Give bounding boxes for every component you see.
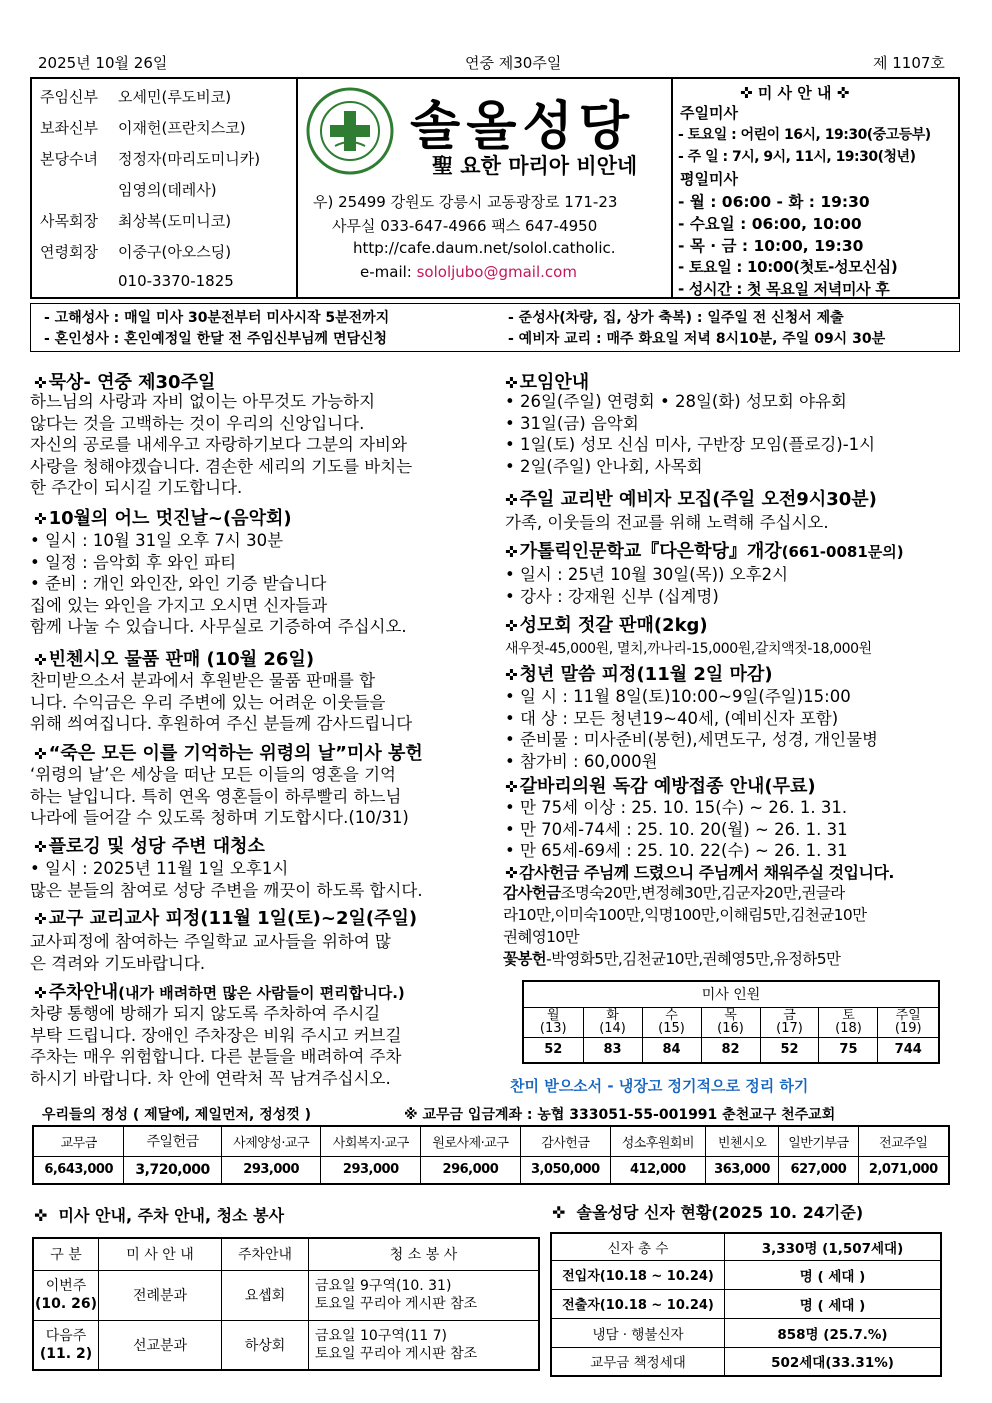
offering-table bbox=[32, 1125, 950, 1185]
clover-bullet-icon: ✜ bbox=[505, 491, 518, 509]
members-title: ✜ 솔올성당 신자 현황(2025 10. 24기준) bbox=[552, 1203, 864, 1222]
mass-info-title: ✜ 미 사 안 내 ✜ bbox=[740, 84, 850, 102]
table-row: 6,643,000 3,720,000 293,000 293,000 296,000 3,050,000 412,000 363,000 627,000 2,071,000 bbox=[33, 1156, 949, 1184]
clover-bullet-icon: ✜ bbox=[34, 1206, 48, 1225]
parish-email-line: e-mail: sololjubo@gmail.com bbox=[360, 263, 577, 281]
parish-address: 우) 25499 강원도 강릉시 교동광장로 171-23 bbox=[313, 193, 618, 211]
section-body: 하느님의 사랑과 자비 없이는 아무것도 가능하지 않다는 것을 고백하는 것이 우리의 신앙입니다. 자신의 공로를 내세우고 자랑하기보다 그분의 자비와 사랑을 청해야겠습니다. 겸손한 세리의 기도를 바치는 한 주간이 되시길 기도합니다. bbox=[30, 392, 413, 497]
weekday-mass-label: 평일미사 bbox=[680, 170, 738, 188]
members-table bbox=[550, 1232, 942, 1377]
section-body: • 일시 : 10월 31일 오후 7시 30분 • 일정 : 음악회 후 와인 파티 • 준비 : 개인 와인잔, 와인 기증 받습니다 집에 있는 와인을 가지고 오시면 신자들과 함께 나눌 수 있습니다. 사무실로 기증하여 주십시오. bbox=[30, 531, 407, 636]
clover-bullet-icon: ✜ bbox=[505, 666, 518, 684]
staff-row: 사목회장 최상복(도미니코) bbox=[40, 212, 232, 230]
staff-row: 연령회장 이중구(아오스딩) bbox=[40, 243, 232, 261]
clover-bullet-icon: ✜ bbox=[552, 1203, 566, 1222]
table-row: 교무금 책정세대 502세대(33.31%) bbox=[551, 1347, 941, 1376]
table-row: 냉담 · 행불신자 858명 (25.7.%) bbox=[551, 1318, 941, 1347]
section-heading: ✜ 플로깅 및 성당 주변 대청소 bbox=[34, 836, 265, 857]
section-body: ‘위령의 날’은 세상을 떠난 모든 이들의 영혼을 기억 하는 날입니다. 특히 연옥 영혼들이 하루빨리 하느님 나라에 들어갈 수 있도록 청하며 기도합시다.(10/31) bbox=[30, 765, 409, 827]
section-body: 교사피정에 참여하는 주일학교 교사들을 위하여 많 은 격려와 기도바랍니다. bbox=[30, 932, 391, 973]
saturday-mass: - 토요일 : 어린이 16시, 19:30(중고등부) bbox=[678, 127, 931, 143]
weekday-mass-line: - 목 · 금 : 10:00, 19:30 bbox=[678, 237, 864, 255]
divider bbox=[296, 78, 298, 298]
staff-row: 본당수녀 정정자(마리도미니카) bbox=[40, 150, 261, 168]
offering-account: ※ 교무금 입금계좌 : 농협 333051-55-001991 춘천교구 천주교회 bbox=[404, 1107, 836, 1123]
table-row: 교무금 주일헌금 사제양성·교구 사회복지·교구 원로사제·교구 감사헌금 성소후원회비 빈첸시오 일반기부금 전교주일 bbox=[33, 1126, 949, 1156]
notice-marriage: - 혼인성사 : 혼인예정일 한달 전 주임신부님께 면담신청 bbox=[44, 331, 388, 347]
email-link[interactable]: sololjubo@gmail.com bbox=[416, 263, 577, 281]
weekday-mass-line: - 수요일 : 06:00, 10:00 bbox=[678, 215, 862, 233]
section-heading: ✜ 가톨릭인문학교『다은학당』개강(661-0081문의) bbox=[505, 541, 904, 562]
clover-bullet-icon: ✜ bbox=[740, 84, 753, 102]
clover-bullet-icon: ✜ bbox=[34, 910, 47, 928]
table-row: 구 분 미 사 안 내 주차안내 청 소 봉 사 bbox=[33, 1238, 539, 1270]
section-heading: ✜ 주일 교리반 예비자 모집(주일 오전9시30분) bbox=[505, 489, 877, 510]
section-body: • 만 75세 이상 : 25. 10. 15(수) ~ 26. 1. 31. • 만 70세-74세 : 25. 10. 20(월) ~ 26. 1. 31 • 만 65세-69세 : 25. 10. 22(수) ~ 26. 1. 31 bbox=[505, 798, 848, 860]
section-body: • 일 시 : 11월 8일(토)10:00~9일(주일)15:00 • 대 상 : 모든 청년19~40세, (예비신자 포함) • 준비물 : 미사준비(봉헌),세면도구, 성경, 개인물병 • 참가비 : 60,000원 bbox=[505, 687, 878, 771]
section-heading: ✜ 갈바리의원 독감 예방접종 안내(무료) bbox=[505, 776, 816, 797]
attendance-title: 미사 인원 bbox=[523, 981, 939, 1007]
section-body: 새우젓-45,000원, 멸치,까나리-15,000원,갈치액젓-18,000원 bbox=[505, 641, 872, 657]
section-body: • 26일(주일) 연령회 • 28일(화) 성모회 야유회 • 31일(금) 음악회 • 1일(토) 성모 신심 미사, 구반장 모임(플로깅)-1시 • 2일(주일) 안나회, 사목회 bbox=[505, 392, 876, 476]
clover-bullet-icon: ✜ bbox=[34, 510, 47, 528]
clover-bullet-icon: ✜ bbox=[505, 864, 518, 882]
clover-bullet-icon: ✜ bbox=[836, 84, 850, 102]
section-heading: ✜ 성모회 젓갈 판매(2kg) bbox=[505, 615, 708, 636]
section-heading: ✜ 주차안내(내가 배려하면 많은 사람들이 편리합니다.) bbox=[34, 982, 405, 1003]
attendance-table bbox=[522, 980, 940, 1064]
issue-number: 제 1107호 bbox=[873, 54, 945, 72]
thanks-offering-list: 감사헌금조명숙20만,변정혜30만,김군자20만,권글라 라10만,이미숙100만,익명100만,이해림5만,김천균10만 권혜영10만 꽃봉헌-박영화5만,김천균10만,권혜영5만,유정하5만 bbox=[503, 884, 867, 968]
section-heading: ✜ 빈첸시오 물품 판매 (10월 26일) bbox=[34, 649, 315, 670]
parish-phone: 사무실 033-647-4966 팩스 647-4950 bbox=[332, 217, 598, 235]
section-heading: ✜ 모임안내 bbox=[505, 372, 590, 393]
notice-catechism: - 예비자 교리 : 매주 화요일 저녁 8시10분, 주일 09시 30분 bbox=[508, 331, 886, 347]
staff-row: 보좌신부 이재헌(프란치스코) bbox=[40, 119, 246, 137]
table-row: 전출자(10.18 ~ 10.24) 명 ( 세대 ) bbox=[551, 1289, 941, 1318]
section-heading: ✜ 교구 교리교사 피정(11월 1일(토)~2일(주일) bbox=[34, 908, 418, 929]
staff-row: 주임신부 오세민(루도비코) bbox=[40, 88, 232, 106]
clover-bullet-icon: ✜ bbox=[34, 984, 47, 1002]
offering-title: 우리들의 정성 ( 제달에, 제일먼저, 정성껏 ) bbox=[42, 1107, 312, 1123]
liturgical-week: 연중 제30주일 bbox=[465, 54, 562, 72]
bulletin-date: 2025년 10월 26일 bbox=[38, 54, 168, 72]
table-row: 월 (13) 화 (14) 수 (15) 목 (16) 금 (17) 토 (18) 주일 (19) bbox=[523, 1007, 939, 1037]
section-heading: ✜ “죽은 모든 이를 기억하는 위령의 날”미사 봉헌 bbox=[34, 743, 423, 764]
table-row: 다음주 (11. 2) 선교분과 하상회 금요일 10구역(11 7) 토요일 꾸리아 게시판 참조 bbox=[33, 1320, 539, 1370]
chanmi-note: 찬미 받으소서 - 냉장고 정기적으로 정리 하기 bbox=[510, 1077, 809, 1095]
parish-logo-icon bbox=[305, 86, 395, 176]
weekday-mass-line: - 토요일 : 10:00(첫토-성모신심) bbox=[678, 258, 898, 276]
clover-bullet-icon: ✜ bbox=[505, 374, 518, 392]
section-body: 찬미받으소서 분과에서 후원받은 물품 판매를 합 니다. 수익금은 우리 주변에 있는 어려운 이웃들을 위해 씌여집니다. 후원하여 주신 분들께 감사드립니다 bbox=[30, 671, 413, 733]
clover-bullet-icon: ✜ bbox=[34, 374, 47, 392]
weekday-mass-line: - 월 : 06:00 - 화 : 19:30 bbox=[678, 193, 870, 211]
sunday-mass: - 주 일 : 7시, 9시, 11시, 19:30(청년) bbox=[678, 149, 916, 165]
clover-bullet-icon: ✜ bbox=[505, 617, 518, 635]
service-title: ✜ 미사 안내, 주차 안내, 청소 봉사 bbox=[34, 1206, 285, 1225]
clover-bullet-icon: ✜ bbox=[34, 651, 47, 669]
section-heading: ✜ 청년 말씀 피정(11월 2일 마감) bbox=[505, 664, 773, 685]
section-body: 차량 통행에 방해가 되지 않도록 주차하여 주시길 부탁 드립니다. 장애인 주차장은 비워 주시고 커브길 주차는 매우 위험합니다. 다른 분들을 배려하여 주차 하시기 바랍니다. 차 안에 연락처 꼭 남겨주십시오. bbox=[30, 1004, 402, 1088]
table-row: 52 83 84 82 52 75 744 bbox=[523, 1037, 939, 1063]
clover-bullet-icon: ✜ bbox=[34, 745, 47, 763]
section-body: 가족, 이웃들의 전교를 위해 노력해 주십시오. bbox=[505, 513, 829, 532]
parish-name: 솔올성당 bbox=[410, 97, 635, 157]
section-body: • 일시 : 25년 10월 30일(목)) 오후2시 • 강사 : 강재원 신부 (십계명) bbox=[505, 565, 789, 606]
parish-website[interactable]: http://cafe.daum.net/solol.catholic. bbox=[353, 239, 616, 257]
clover-bullet-icon: ✜ bbox=[505, 543, 518, 561]
divider bbox=[671, 78, 673, 298]
staff-row: 임영의(데레사) bbox=[118, 181, 217, 199]
clover-bullet-icon: ✜ bbox=[34, 838, 47, 856]
patron-saint: 聖 요한 마리아 비안네 bbox=[432, 154, 638, 178]
sunday-mass-label: 주일미사 bbox=[680, 104, 738, 122]
table-row: 전입자(10.18 ~ 10.24) 명 ( 세대 ) bbox=[551, 1260, 941, 1289]
notice-blessing: - 준성사(차량, 집, 상가 축복) : 일주일 전 신청서 제출 bbox=[508, 310, 844, 326]
section-heading: ✜ 10월의 어느 멋진날~(음악회) bbox=[34, 508, 292, 529]
notice-confession: - 고해성사 : 매일 미사 30분전부터 미사시작 5분전까지 bbox=[44, 310, 390, 326]
section-body: • 일시 : 2025년 11월 1일 오후1시 많은 분들의 참여로 성당 주변을 깨끗이 하도록 합시다. bbox=[30, 859, 423, 900]
table-row: 이번주 (10. 26) 전례분과 요셉회 금요일 9구역(10. 31) 토요일 꾸리아 게시판 참조 bbox=[33, 1270, 539, 1320]
service-table bbox=[32, 1237, 540, 1371]
table-row: 신자 총 수 3,330명 (1,507세대) bbox=[551, 1233, 941, 1260]
section-heading: ✜ 묵상- 연중 제30주일 bbox=[34, 372, 216, 393]
clover-bullet-icon: ✜ bbox=[505, 778, 518, 796]
staff-row: 010-3370-1825 bbox=[118, 272, 234, 290]
holy-hour-line: - 성시간 : 첫 목요일 저녁미사 후 bbox=[678, 280, 890, 298]
section-heading: ✜ 감사헌금 주님께 드렸으니 주님께서 채워주실 것입니다. bbox=[505, 863, 895, 882]
